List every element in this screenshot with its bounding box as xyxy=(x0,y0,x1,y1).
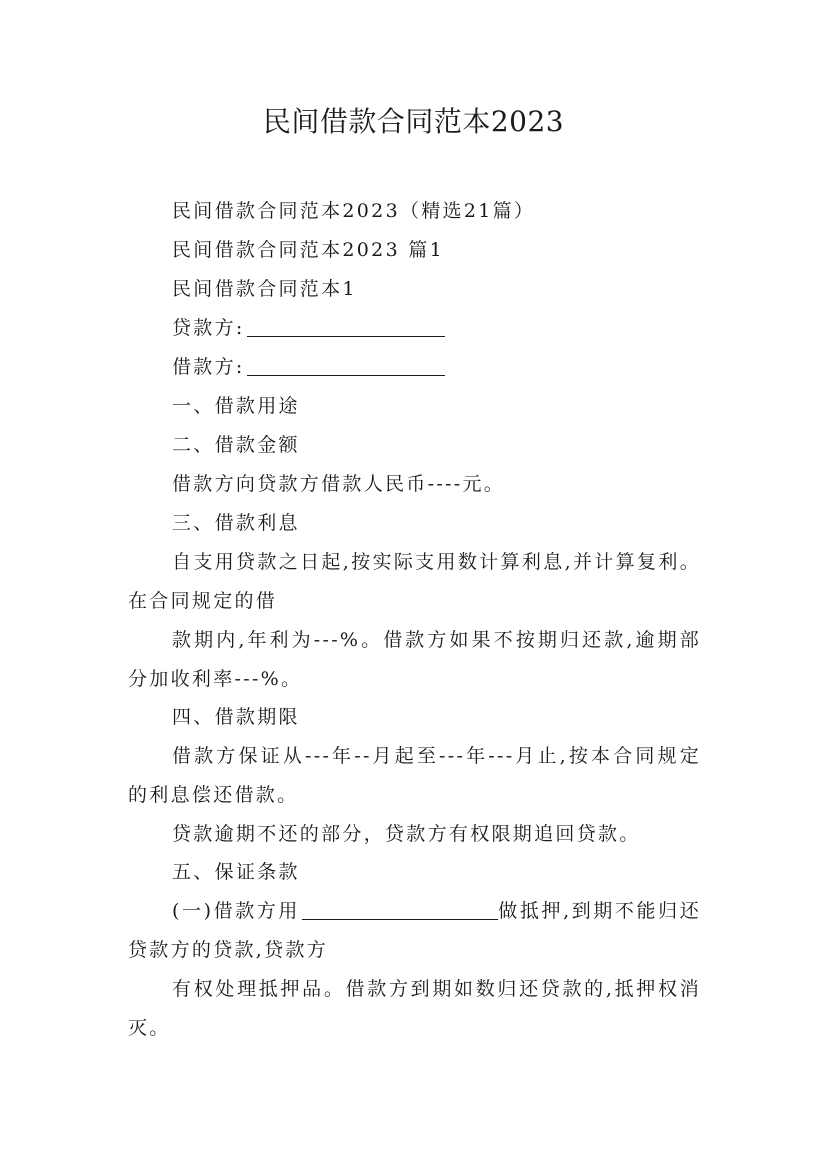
guarantee-text-after: 做抵押,到期不能归还贷款方的贷款,贷款方 xyxy=(128,900,701,961)
section-heading: 一、借款用途 xyxy=(172,395,300,417)
subtitle-line: 民间借款合同范本2023（精选21篇） xyxy=(172,200,536,222)
lender-blank xyxy=(247,316,445,337)
guarantee-paragraph: 有权处理抵押品。借款方到期如数归还贷款的,抵押权消灭。 xyxy=(128,978,701,1039)
section-heading: 三、借款利息 xyxy=(172,512,300,534)
section-heading: 五、保证条款 xyxy=(172,861,300,883)
interest-paragraph: 款期内,年利为---%。借款方如果不按期归还款,逾期部分加收利率---%。 xyxy=(128,629,701,690)
chapter-line: 民间借款合同范本2023 篇1 xyxy=(172,239,444,261)
amount-line: 借款方向贷款方借款人民币----元。 xyxy=(172,473,506,495)
borrower-label: 借款方: xyxy=(172,356,245,378)
lender-line xyxy=(172,314,445,342)
term-paragraph: 贷款逾期不还的部分，贷款方有权限期追回贷款。 xyxy=(172,823,641,845)
section-heading: 二、借款金额 xyxy=(172,434,300,456)
guarantee-text-before: (一)借款方用 xyxy=(172,900,300,922)
section-heading: 四、借款期限 xyxy=(172,706,300,728)
lender-label: 贷款方: xyxy=(172,317,245,339)
collateral-blank xyxy=(302,899,498,920)
document-title: 民间借款合同范本2023 xyxy=(262,105,565,138)
borrower-line xyxy=(172,353,445,381)
borrower-blank xyxy=(247,355,445,376)
interest-paragraph: 自支用贷款之日起,按实际支用数计算利息,并计算复利。在合同规定的借 xyxy=(128,551,701,612)
template-line: 民间借款合同范本1 xyxy=(172,278,357,300)
term-paragraph: 借款方保证从---年--月起至---年---月止,按本合同规定的利息偿还借款。 xyxy=(128,745,701,806)
guarantee-paragraph xyxy=(128,892,701,970)
